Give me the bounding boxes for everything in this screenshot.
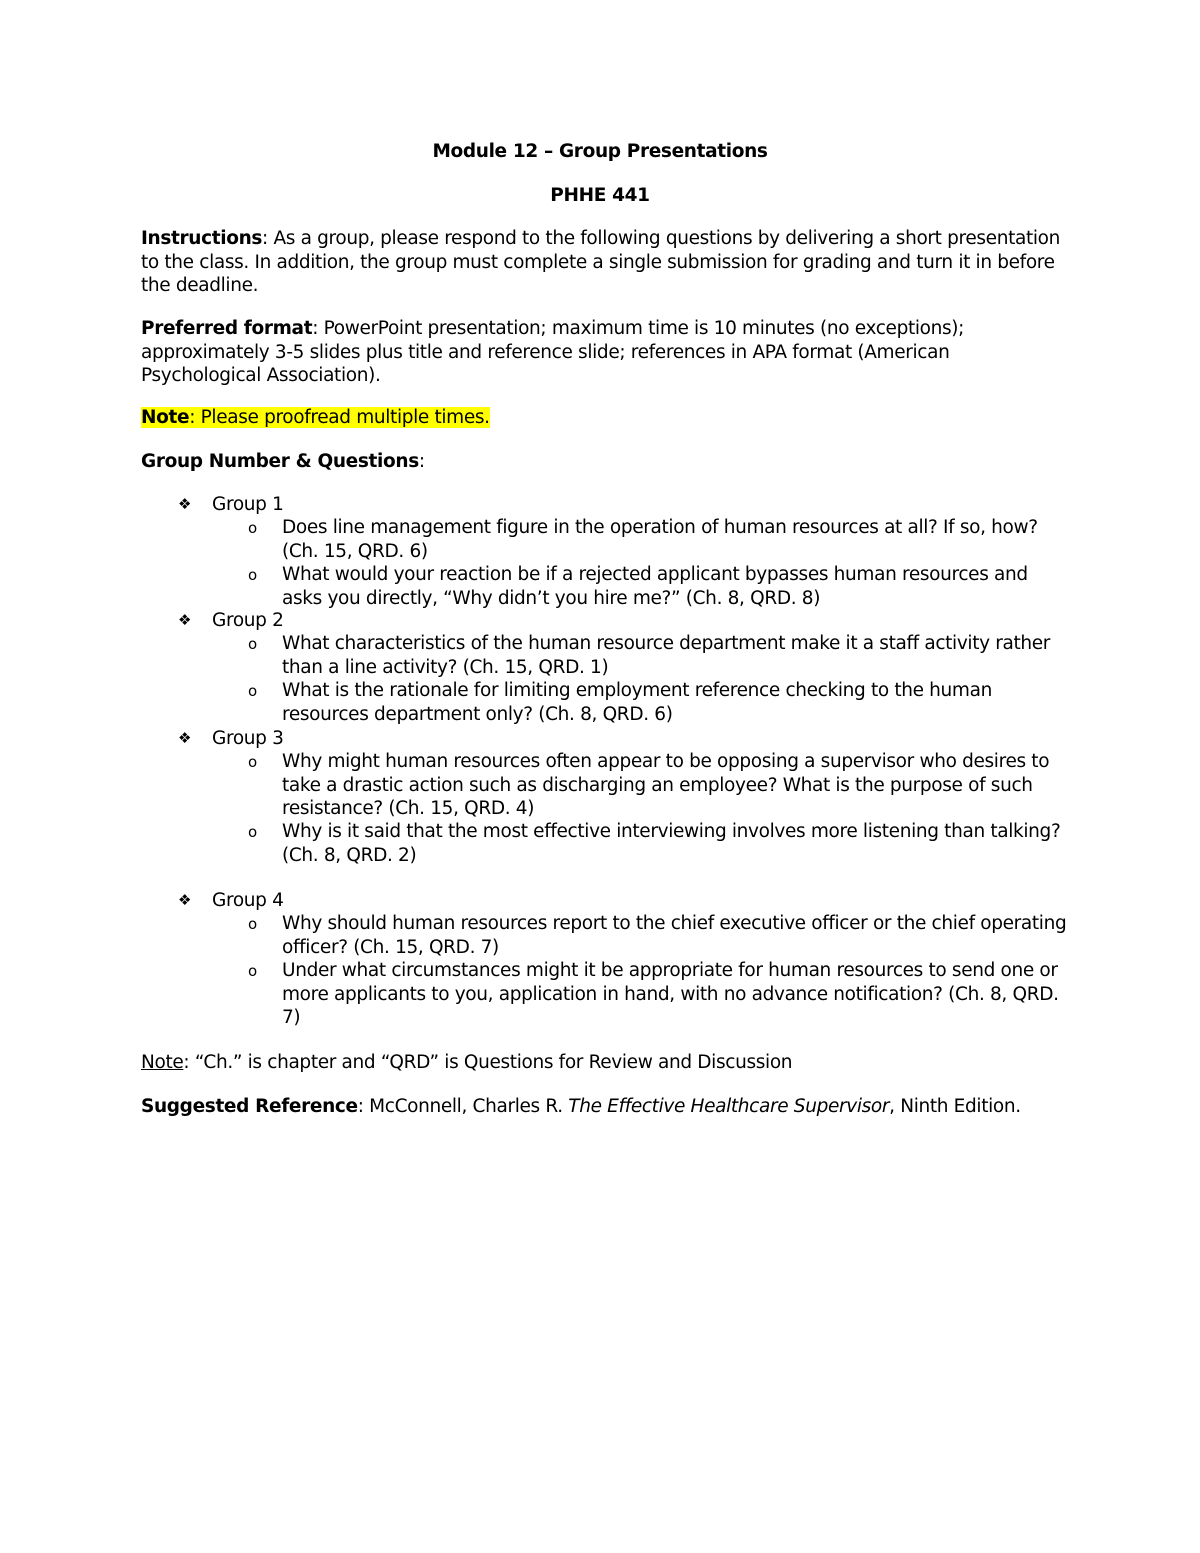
document-title: Module 12 – Group Presentations [432, 141, 768, 162]
question-item [248, 750, 1072, 821]
groups-heading [141, 450, 1071, 474]
circle-bullet-icon: o [248, 635, 257, 653]
diamond-bullet-icon: ❖ [178, 611, 192, 629]
diamond-bullet-icon: ❖ [178, 495, 192, 513]
abbreviation-note [141, 1051, 1071, 1075]
course-code: PHHE 441 [550, 185, 650, 206]
reference-label: Suggested Reference [141, 1096, 358, 1117]
groups-heading-label: Group Number & Questions [141, 451, 419, 472]
reference-suffix: , Ninth Edition. [889, 1096, 1021, 1117]
group-label: Group 3 [212, 728, 284, 749]
question-text: Why might human resources often appear to be opposing a supervisor who desires to take a drastic action such as discharging an employee? What is the purpose of such resistance? (Ch. 15, QRD. 4) [282, 751, 1050, 819]
abbreviation-note-label: Note [141, 1052, 184, 1073]
circle-bullet-icon: o [248, 753, 257, 771]
question-item [248, 516, 1072, 563]
suggested-reference [141, 1095, 1071, 1119]
question-text: Why is it said that the most effective interviewing involves more listening than talking? (Ch. 8, QRD. 2) [282, 821, 1061, 866]
circle-bullet-icon: o [248, 823, 257, 841]
preferred-format-label: Preferred format [141, 318, 313, 339]
instructions-text: : As a group, please respond to the following questions by delivering a short presentation to the class. In addition, the group must complete a single submission for grading and turn it in before the deadline. [141, 228, 1061, 296]
question-item [248, 632, 1072, 679]
circle-bullet-icon: o [248, 915, 257, 933]
question-text: Under what circumstances might it be appropriate for human resources to send one or more applicants to you, application in hand, with no advance notification? (Ch. 8, QRD. 7) [282, 960, 1059, 1028]
question-text: Why should human resources report to the chief executive officer or the chief operating officer? (Ch. 15, QRD. 7) [282, 913, 1067, 958]
proofread-note-label: Note [141, 407, 190, 428]
question-item [248, 959, 1072, 1030]
diamond-bullet-icon: ❖ [178, 729, 192, 747]
groups-heading-suffix: : [418, 451, 425, 472]
question-text: What characteristics of the human resource department make it a staff activity rather than a line activity? (Ch. 15, QRD. 1) [282, 633, 1051, 678]
question-item [248, 820, 1072, 867]
question-text: What is the rationale for limiting employment reference checking to the human resources department only? (Ch. 8, QRD. 6) [282, 680, 992, 725]
circle-bullet-icon: o [248, 962, 257, 980]
circle-bullet-icon: o [248, 566, 257, 584]
proofread-note-text: : Please proofread multiple times. [189, 407, 490, 428]
instructions-paragraph [141, 227, 1071, 298]
reference-book-title: The Effective Healthcare Supervisor [568, 1096, 890, 1117]
circle-bullet-icon: o [248, 682, 257, 700]
question-text: Does line management figure in the operation of human resources at all? If so, how? (Ch. 15, QRD. 6) [282, 517, 1038, 562]
instructions-label: Instructions [141, 228, 263, 249]
question-text: What would your reaction be if a rejected applicant bypasses human resources and asks you directly, “Why didn’t you hire me?” (Ch. 8, QRD. 8) [282, 564, 1028, 609]
question-item [248, 912, 1072, 959]
group-label: Group 1 [212, 494, 284, 515]
proofread-note [141, 406, 1071, 430]
abbreviation-note-text: : “Ch.” is chapter and “QRD” is Questions for Review and Discussion [183, 1052, 793, 1073]
preferred-format-text: : PowerPoint presentation; maximum time is 10 minutes (no exceptions); approximately 3-5 slides plus title and reference slide; references in APA format (American Psychological Association). [141, 318, 965, 386]
question-item [248, 679, 1072, 726]
group-label: Group 2 [212, 610, 284, 631]
preferred-format-paragraph [141, 317, 1071, 388]
diamond-bullet-icon: ❖ [178, 891, 192, 909]
question-item [248, 563, 1072, 610]
group-label: Group 4 [212, 890, 284, 911]
reference-prefix: : McConnell, Charles R. [357, 1096, 569, 1117]
circle-bullet-icon: o [248, 519, 257, 537]
